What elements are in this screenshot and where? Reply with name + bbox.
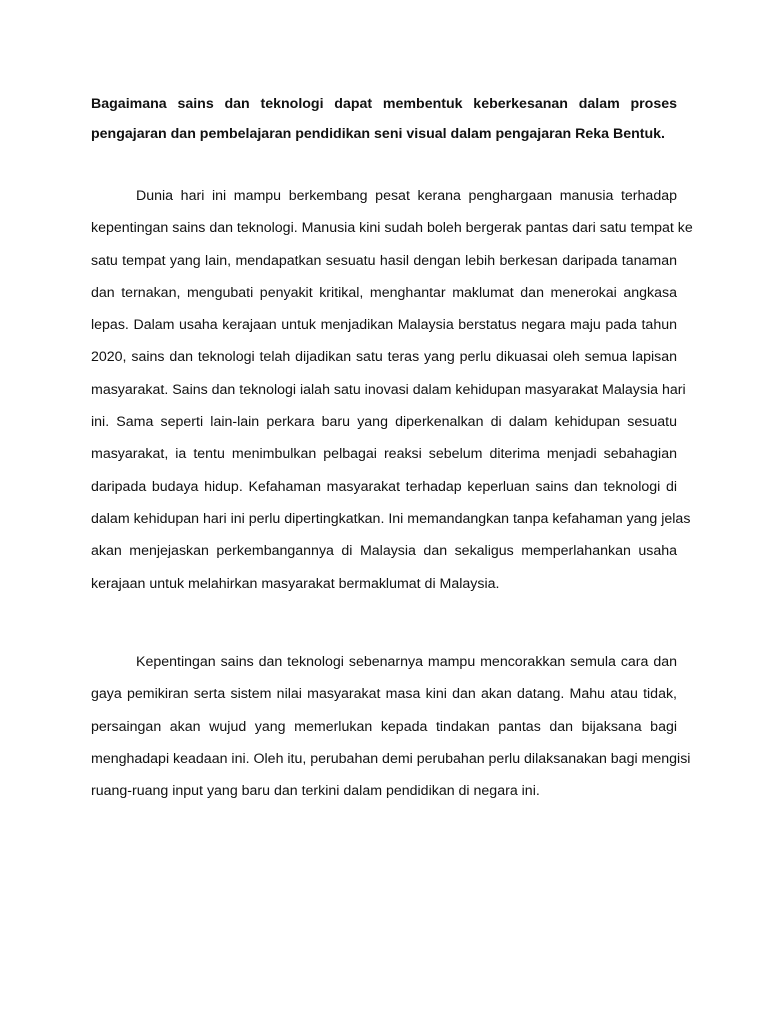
body-paragraph-1 [91,180,693,600]
paragraph-line: ini. Sama seperti lain-lain perkara baru yang diperkenalkan di dalam kehidupan sesuatu [91,414,677,431]
title-line: pengajaran dan pembelajaran pendidikan seni visual dalam pengajaran Reka Bentuk. [91,126,665,142]
paragraph-line: masyarakat. Sains dan teknologi ialah satu inovasi dalam kehidupan masyarakat Malaysia hari [91,381,686,398]
paragraph-line: dalam kehidupan hari ini perlu dipertingkatkan. Ini memandangkan tanpa kefahaman yang jelas [91,510,691,527]
paragraph-line: Kepentingan sains dan teknologi sebenarnya mampu mencorakkan semula cara dan [136,654,677,670]
paragraph-line: kepentingan sains dan teknologi. Manusia kini sudah boleh bergerak pantas dari satu tempat ke [91,220,693,237]
paragraph-line: menghadapi keadaan ini. Oleh itu, perubahan demi perubahan perlu dilaksanakan bagi mengisi [91,750,691,767]
body-paragraph-2 [91,646,691,807]
paragraph-line: dan ternakan, mengubati penyakit kritikal, menghantar maklumat dan menerokai angkasa [91,284,677,301]
paragraph-line: persaingan akan wujud yang memerlukan kepada tindakan pantas dan bijaksana bagi [91,718,677,735]
paragraph-line: masyarakat, ia tentu menimbulkan pelbagai reaksi sebelum diterima menjadi sebahagian [91,446,677,463]
paragraph-line: lepas. Dalam usaha kerajaan untuk menjadikan Malaysia berstatus negara maju pada tahun [91,317,677,334]
paragraph-line: daripada budaya hidup. Kefahaman masyarakat terhadap keperluan sains dan teknologi di [91,478,677,495]
paragraph-line: 2020, sains dan teknologi telah dijadikan satu teras yang perlu dikuasai oleh semua lapisan [91,349,677,366]
paragraph-line: ruang-ruang input yang baru dan terkini dalam pendidikan di negara ini. [91,783,540,800]
paragraph-line: Dunia hari ini mampu berkembang pesat kerana penghargaan manusia terhadap [136,188,677,204]
title-line: Bagaimana sains dan teknologi dapat membentuk keberkesanan dalam proses [91,96,677,112]
paragraph-line: gaya pemikiran serta sistem nilai masyarakat masa kini dan akan datang. Mahu atau tidak, [91,686,677,703]
paragraph-line: akan menjejaskan perkembangannya di Malaysia dan sekaligus memperlahankan usaha [91,543,677,560]
paragraph-line: kerajaan untuk melahirkan masyarakat bermaklumat di Malaysia. [91,575,500,592]
paragraph-line: satu tempat yang lain, mendapatkan sesuatu hasil dengan lebih berkesan daripada tanaman [91,252,677,269]
document-title [91,89,677,149]
